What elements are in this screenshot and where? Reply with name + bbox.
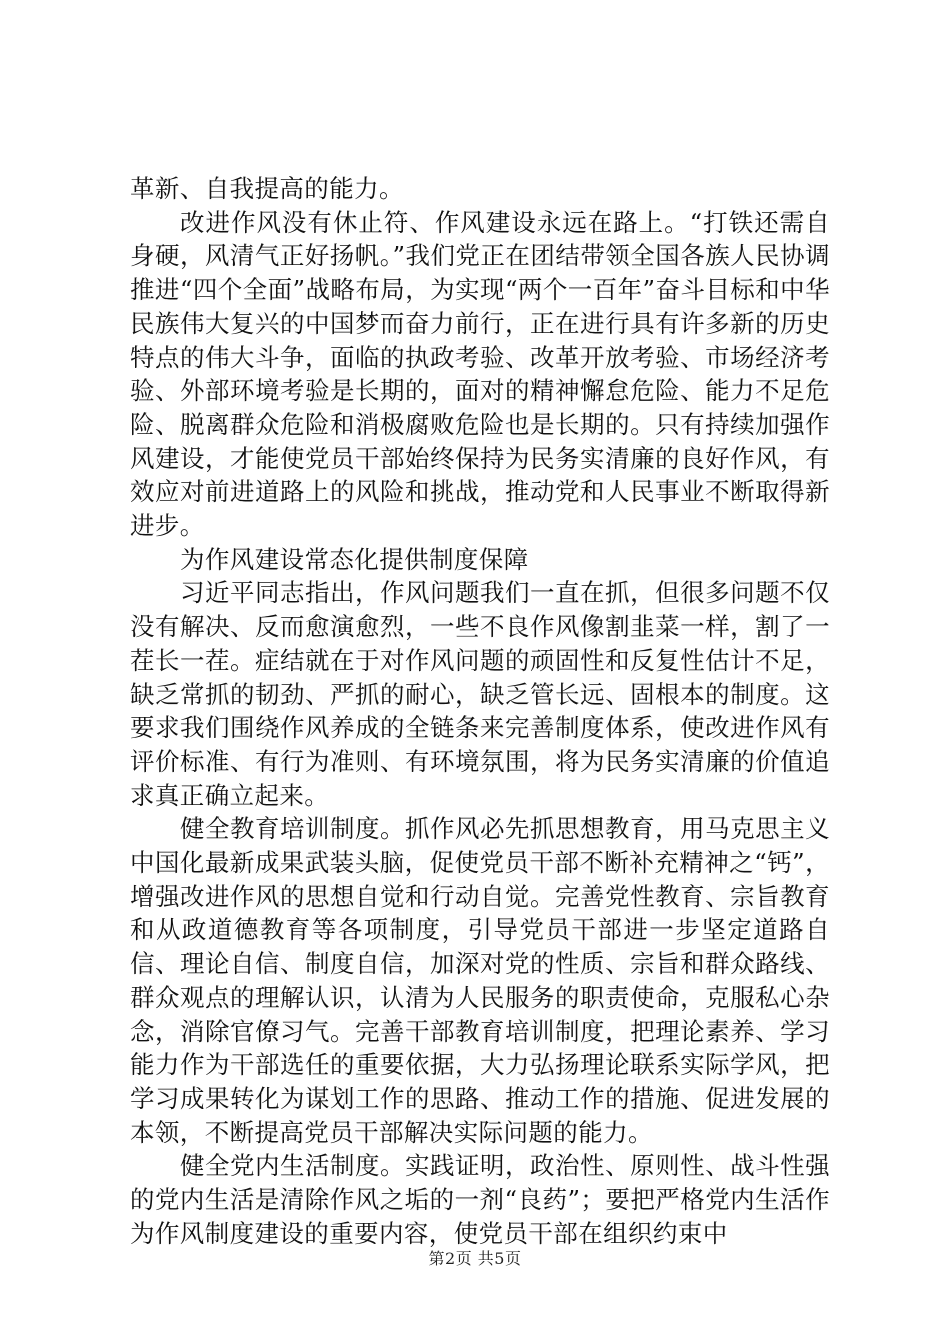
paragraph-2: 改进作风没有休止符、作风建设永远在路上。“打铁还需自身硬，风清气正好扬帆。”我们党正在团结带领全国各族人民协调推进“四个全面”战略布局，为实现“两个一百年”奋斗目标和中华民族伟大复兴的中国梦而奋力前行，正在进行具有许多新的历史特点的伟大斗争，面临的执政考验、改革开放考验、市场经济考验、外部环境考验是长期的，面对的精神懈怠危险、能力不足危险、脱离群众危险和消极腐败危险也是长期的。只有持续加强作风建设，才能使党员干部始终保持为民务实清廉的良好作风，有效应对前进道路上的风险和挑战，推动党和人民事业不断取得新进步。 — [130, 207, 830, 541]
paragraph-1: 革新、自我提高的能力。 — [130, 174, 404, 203]
body-text — [130, 172, 830, 1251]
paragraph-5: 健全党内生活制度。实践证明，政治性、原则性、战斗性强的党内生活是清除作风之垢的一剂“良药”；要把严格党内生活作为作风制度建设的重要内容，使党员干部在组织约束中 — [130, 1151, 830, 1248]
section-heading: 为作风建设常态化提供制度保障 — [180, 544, 529, 574]
paragraph-4: 健全教育培训制度。抓作风必先抓思想教育，用马克思主义中国化最新成果武装头脑，促使党员干部不断补充精神之“钙”，增强改进作风的思想自觉和行动自觉。完善党性教育、宗旨教育和从政道德教育等各项制度，引导党员干部进一步坚定道路自信、理论自信、制度自信，加深对党的性质、宗旨和群众路线、群众观点的理解认识，认清为人民服务的职责使命，克服私心杂念，消除官僚习气。完善干部教育培训制度，把理论素养、学习能力作为干部选任的重要依据，大力弘扬理论联系实际学风，把学习成果转化为谋划工作的思路、推动工作的措施、促进发展的本领，不断提高党员干部解决实际问题的能力。 — [130, 814, 830, 1147]
page-number-footer: 第2页 共5页 — [428, 1249, 522, 1268]
paragraph-3: 习近平同志指出，作风问题我们一直在抓，但很多问题不仅没有解决、反而愈演愈烈，一些不良作风像割韭菜一样，割了一茬长一茬。症结就在于对作风问题的顽固性和反复性估计不足，缺乏常抓的韧劲、严抓的耐心，缺乏管长远、固根本的制度。这要求我们围绕作风养成的全链条来完善制度体系，使改进作风有评价标准、有行为准则、有环境氛围，将为民务实清廉的价值追求真正确立起来。 — [130, 578, 830, 810]
